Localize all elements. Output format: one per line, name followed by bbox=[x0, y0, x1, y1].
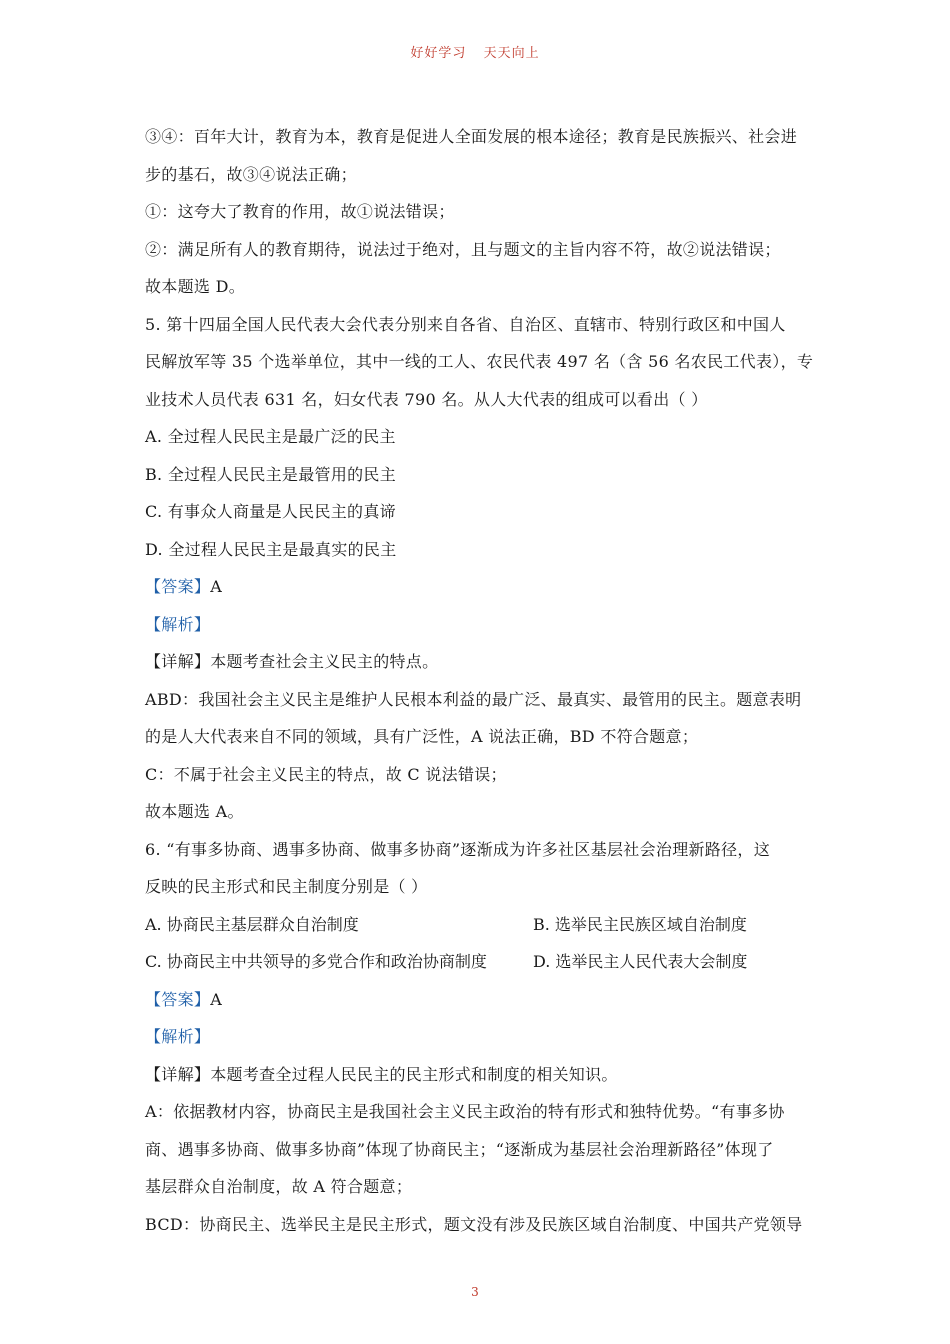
detail-text: 本题考查社会主义民主的特点。 bbox=[210, 652, 439, 671]
question-5-detail bbox=[145, 643, 810, 681]
explanation-line: 基层群众自治制度，故 A 符合题意； bbox=[145, 1177, 413, 1196]
text-line: 步的基石，故③④说法正确； bbox=[145, 164, 357, 184]
question-6-option-d: D. 选举民主人民代表大会制度 bbox=[533, 952, 748, 971]
header-left-text: 好好学习 bbox=[410, 46, 467, 61]
explanation-line: ABD：我国社会主义民主是维护人民根本利益的最广泛、最真实、最管用的民主。题意表明 bbox=[145, 689, 802, 709]
question-6-stem: 6. “有事多协商、遇事多协商、做事多协商”逐渐成为许多社区基层社会治理新路径，这 bbox=[145, 839, 771, 859]
question-5-stem: 业技术人员代表 631 名，妇女代表 790 名。从人大代表的组成可以看出（ ） bbox=[145, 389, 708, 409]
answer-tag: 【答案】 bbox=[145, 989, 211, 1009]
text-line: 故本题选 D。 bbox=[145, 277, 246, 296]
question-5-option-b: B. 全过程人民民主是最管用的民主 bbox=[145, 464, 397, 484]
analysis-tag: 【解析】 bbox=[145, 1027, 211, 1046]
detail-tag: 【详解】 bbox=[145, 652, 211, 671]
question-6-options-row bbox=[145, 943, 810, 981]
answer-tag: 【答案】 bbox=[145, 577, 211, 596]
text-line: ①：这夸大了教育的作用，故①说法错误； bbox=[145, 202, 455, 221]
page-number: 3 bbox=[471, 1285, 479, 1299]
header-right-text: 天天向上 bbox=[483, 46, 540, 61]
answer-value: A bbox=[210, 989, 223, 1009]
detail-tag: 【详解】 bbox=[145, 1064, 211, 1084]
explanation-line: BCD：协商民主、选举民主是民主形式，题文没有涉及民族区域自治制度、中国共产党领导 bbox=[145, 1214, 803, 1234]
question-6-detail bbox=[145, 1056, 810, 1094]
question-6-analysis-heading bbox=[145, 1018, 810, 1056]
question-6-option-a: A. 协商民主基层群众自治制度 bbox=[145, 914, 359, 934]
question-6-option-c: C. 协商民主中共领导的多党合作和政治协商制度 bbox=[145, 952, 487, 971]
question-5-stem: 5. 第十四届全国人民代表大会代表分别来自各省、自治区、直辖市、特别行政区和中国人 bbox=[145, 314, 786, 334]
question-5-option-d: D. 全过程人民民主是最真实的民主 bbox=[145, 539, 397, 559]
question-5-analysis-heading bbox=[145, 606, 810, 644]
page-header bbox=[0, 42, 950, 61]
analysis-tag: 【解析】 bbox=[145, 614, 211, 634]
explanation-line: C：不属于社会主义民主的特点，故 C 说法错误； bbox=[145, 764, 507, 784]
text-line: ②：满足所有人的教育期待，说法过于绝对，且与题文的主旨内容不符，故②说法错误； bbox=[145, 239, 781, 259]
explanation-line: 商、遇事多协商、做事多协商”体现了协商民主；“逐渐成为基层社会治理新路径”体现了 bbox=[145, 1139, 774, 1159]
explanation-line: 故本题选 A。 bbox=[145, 802, 244, 821]
question-5-option-a: A. 全过程人民民主是最广泛的民主 bbox=[145, 427, 396, 446]
question-6-option-b: B. 选举民主民族区域自治制度 bbox=[533, 914, 747, 934]
document-body bbox=[145, 118, 814, 1243]
question-5-answer bbox=[145, 568, 810, 606]
explanation-line: 的是人大代表来自不同的领域，具有广泛性，A 说法正确，BD 不符合题意； bbox=[145, 727, 699, 746]
text-line: ③④：百年大计，教育为本，教育是促进人全面发展的根本途径；教育是民族振兴、社会进 bbox=[145, 127, 798, 146]
question-5-stem: 民解放军等 35 个选举单位，其中一线的工人、农民代表 497 名（含 56 名农民工代表），专 bbox=[145, 352, 814, 371]
question-6-options-row bbox=[145, 906, 810, 944]
answer-value: A bbox=[210, 577, 223, 596]
detail-text: 本题考查全过程人民民主的民主形式和制度的相关知识。 bbox=[210, 1064, 618, 1084]
question-6-stem: 反映的民主形式和民主制度分别是（ ） bbox=[145, 877, 428, 896]
question-5-option-c: C. 有事众人商量是人民民主的真谛 bbox=[145, 502, 396, 521]
question-6-answer bbox=[145, 981, 810, 1019]
explanation-line: A：依据教材内容，协商民主是我国社会主义民主政治的特有形式和独特优势。“有事多协 bbox=[145, 1102, 785, 1121]
